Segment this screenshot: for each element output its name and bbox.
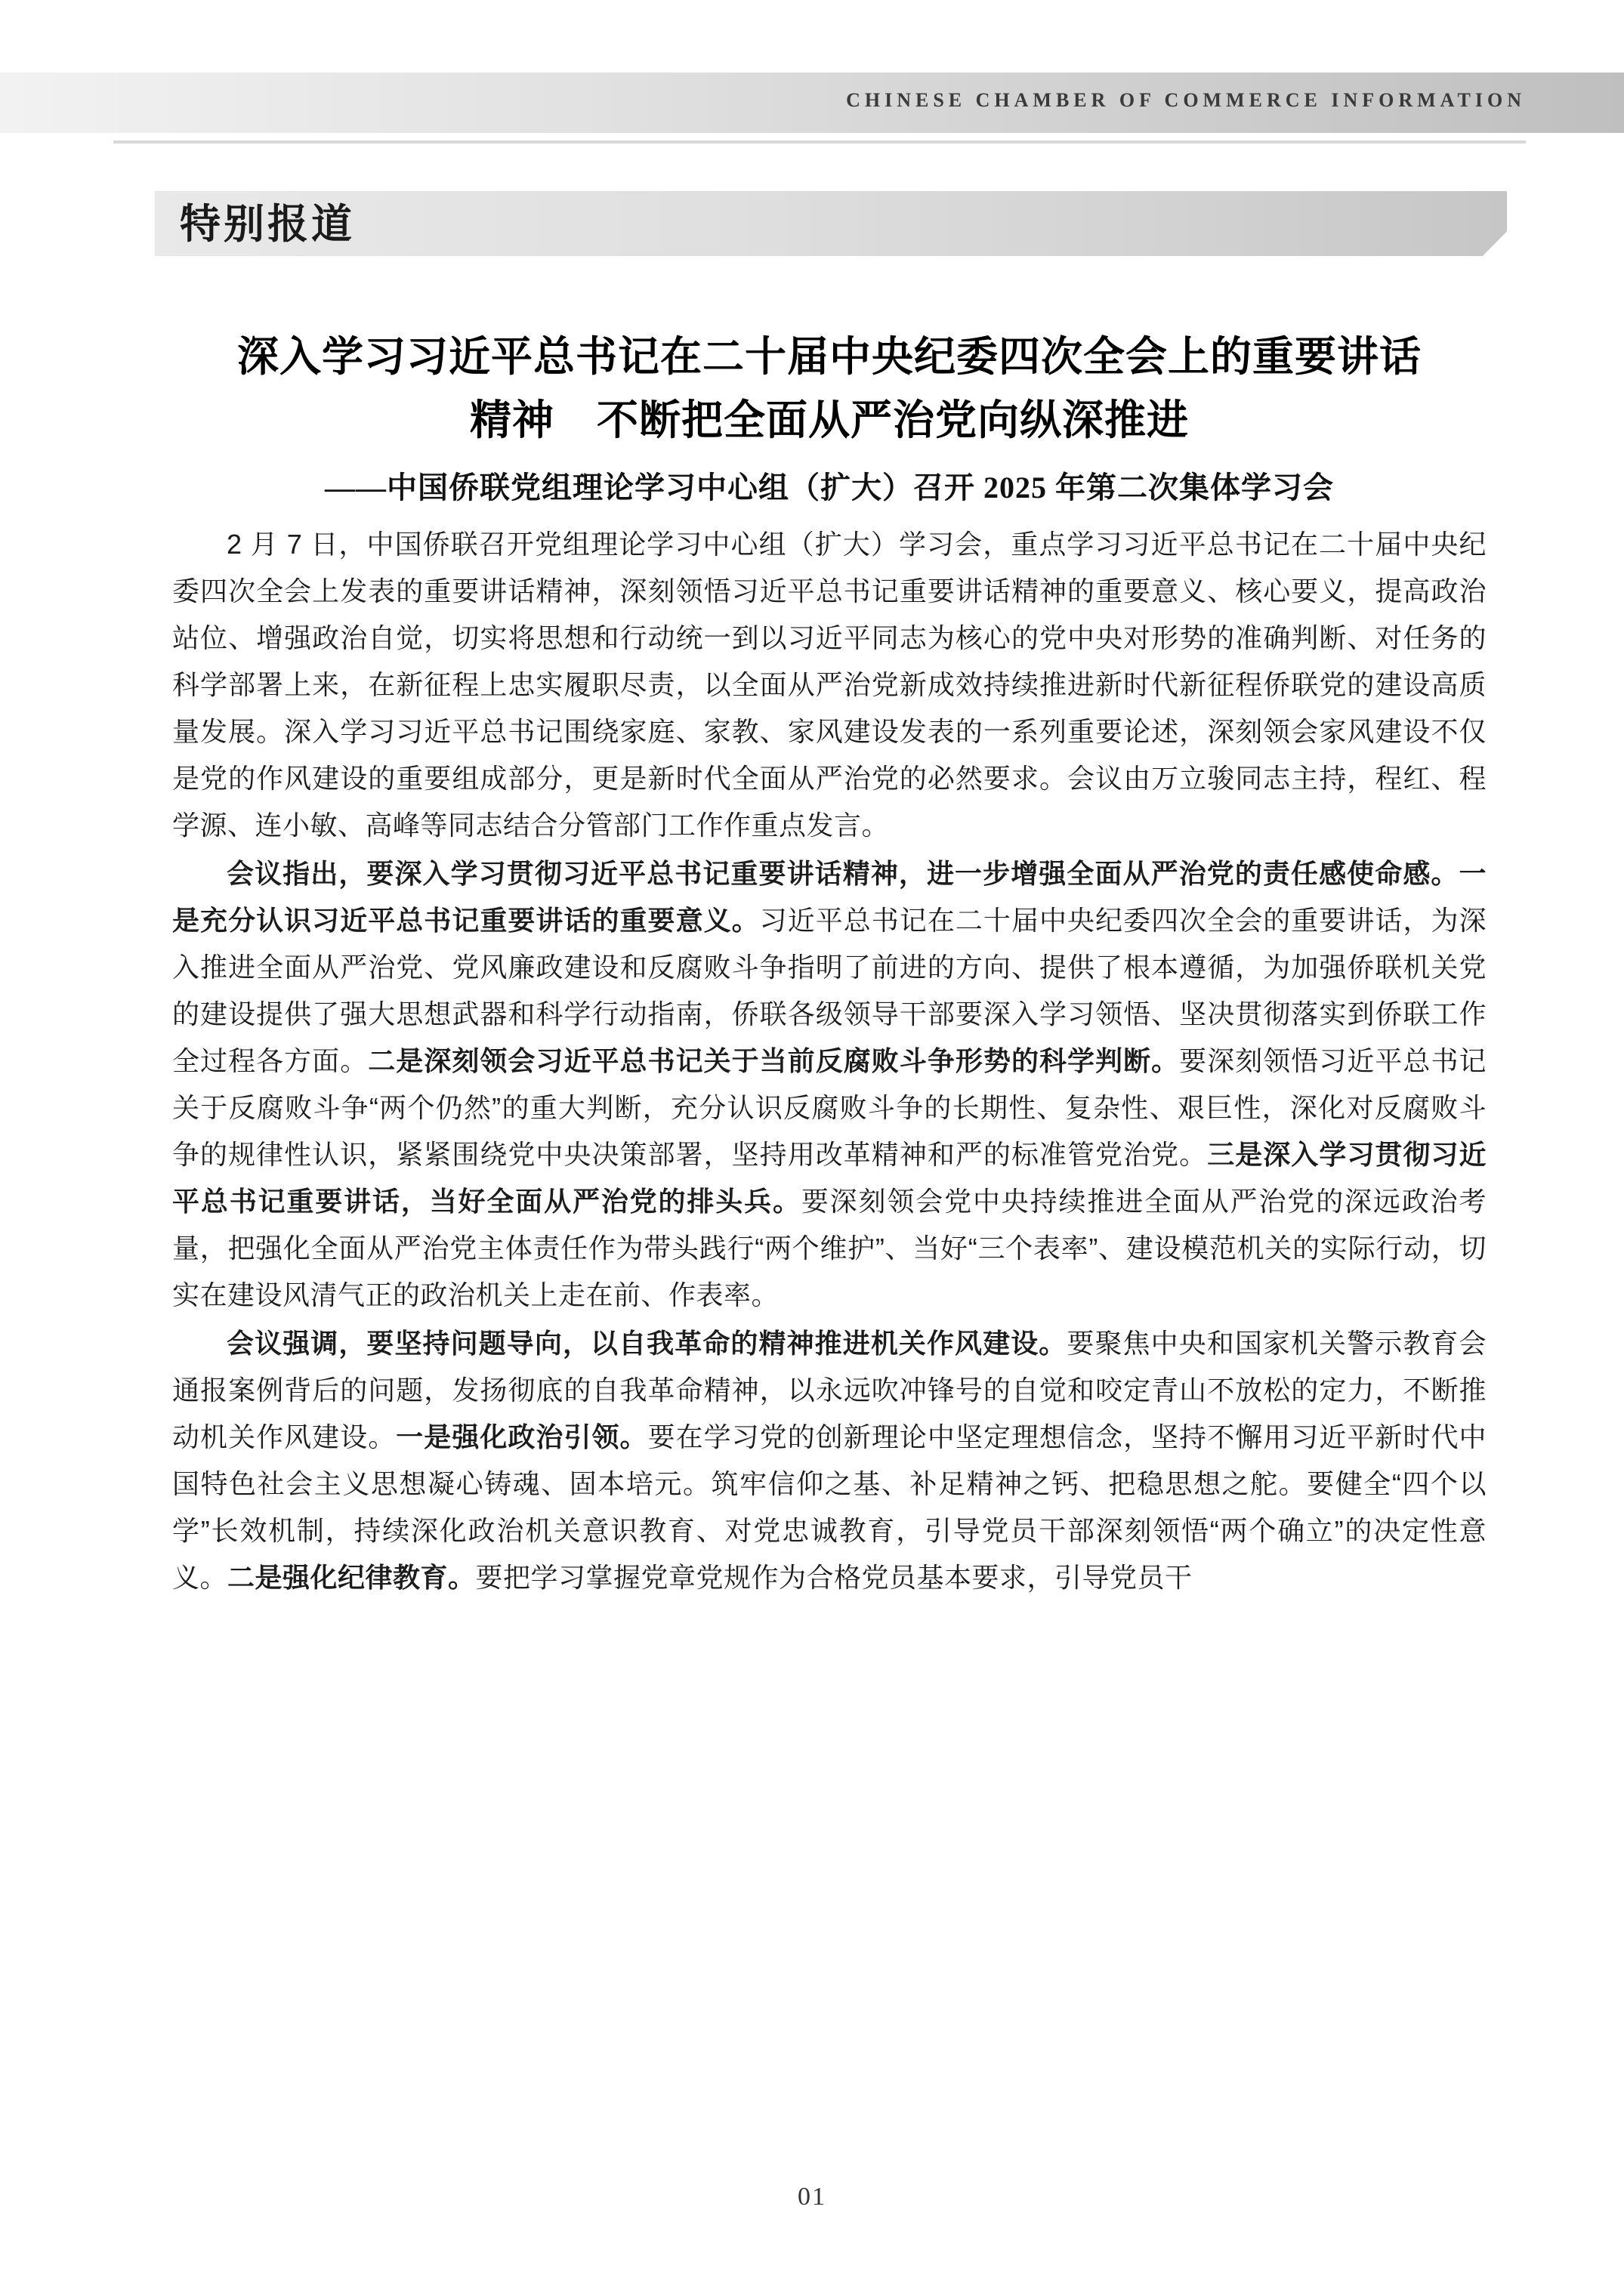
running-head: CHINESE CHAMBER OF COMMERCE INFORMATION — [846, 89, 1526, 111]
article-paragraph — [172, 850, 1487, 1319]
emphasis-run: 二是强化纪律教育。 — [227, 1562, 476, 1593]
text-run: 要深刻领会党中央持续推进全面从严治党的深远政治考量，把强化全面从严治党主体责任作为带头践行“两个维护”、当好“三个表率”、建设模范机关的实际行动，切实在建设风清气正的政治机关上走在前、作表率。 — [172, 1186, 1487, 1310]
emphasis-run: 二是深刻领会习近平总书记关于当前反腐败斗争形势的科学判断。 — [368, 1045, 1180, 1076]
emphasis-run: 三是深入学习贯彻习近平总书记重要讲话，当好全面从严治党的排头兵。 — [172, 1139, 1487, 1217]
article-subtitle: ——中国侨联党组理论学习中心组（扩大）召开 2025 年第二次集体学习会 — [325, 471, 1334, 505]
article-body — [172, 521, 1487, 1601]
emphasis-run: 会议指出，要深入学习贯彻习近平总书记重要讲话精神，进一步增强全面从严治党的责任感使命感。一是充分认识习近平总书记重要讲话的重要意义。 — [172, 858, 1487, 936]
emphasis-run: 一是强化政治引领。 — [396, 1421, 648, 1452]
text-run: 要把学习掌握党章党规作为合格党员基本要求，引导党员干 — [475, 1562, 1193, 1593]
text-run: 2 月 7 日，中国侨联召开党组理论学习中心组（扩大）学习会，重点学习习近平总书记在二十届中央纪委四次全会上发表的重要讲话精神，深刻领悟习近平总书记重要讲话精神的重要意义、核心要义，提高政治站位、增强政治自觉，切实将思想和行动统一到以习近平同志为核心的党中央对形势的准确判断、对任务的科学部署上来，在新征程上忠实履职尽责，以全面从严治党新成效持续推进新时代新征程侨联党的建设高质量发展。深入学习习近平总书记围绕家庭、家教、家风建设发表的一系列重要论述，深刻领会家风建设不仅是党的作风建设的重要组成部分，更是新时代全面从严治党的必然要求。会议由万立骏同志主持，程红、程学源、连小敏、高峰等同志结合分管部门工作作重点发言。 — [172, 529, 1487, 841]
article-paragraph — [172, 1320, 1487, 1601]
text-run: 要深刻领悟习近平总书记关于反腐败斗争“两个仍然”的重大判断，充分认识反腐败斗争的长期性、复杂性、艰巨性，深化对反腐败斗争的规律性认识，紧紧围绕党中央决策部署，坚持用改革精神和严的标准管党治党。 — [172, 1045, 1487, 1170]
title-line-1: 深入学习习近平总书记在二十届中央纪委四次全会上的重要讲话 — [236, 333, 1422, 380]
text-run: 习近平总书记在二十届中央纪委四次全会的重要讲话，为深入推进全面从严治党、党风廉政建设和反腐败斗争指明了前进的方向、提供了根本遵循，为加强侨联机关党的建设提供了强大思想武器和科学行动指南，侨联各级领导干部要深入学习领悟、坚决贯彻落实到侨联工作全过程各方面。 — [172, 905, 1487, 1076]
section-tag-banner — [155, 191, 1507, 256]
page-number: 01 — [798, 2183, 826, 2211]
text-run: 要聚焦中央和国家机关警示教育会通报案例背后的问题，发扬彻底的自我革命精神，以永远吹冲锋号的自觉和咬定青山不放松的定力，不断推动机关作风建设。 — [172, 1328, 1487, 1452]
header-divider — [113, 140, 1526, 144]
title-line-2: 精神 不断把全面从严治党向纵深推进 — [469, 397, 1189, 443]
emphasis-run: 会议强调，要坚持问题导向，以自我革命的精神推进机关作风建设。 — [227, 1328, 1067, 1359]
page-title — [172, 325, 1487, 452]
article-paragraph — [172, 521, 1487, 849]
article — [172, 325, 1487, 1603]
section-tag-label: 特别报道 — [180, 202, 355, 247]
text-run: 要在学习党的创新理论中坚定理想信念，坚持不懈用习近平新时代中国特色社会主义思想凝心铸魂、固本培元。筑牢信仰之基、补足精神之钙、把稳思想之舵。要健全“四个以学”长效机制，持续深化政治机关意识教育、对党忠诚教育，引导党员干部深刻领悟“两个确立”的决定性意义。 — [172, 1421, 1487, 1593]
